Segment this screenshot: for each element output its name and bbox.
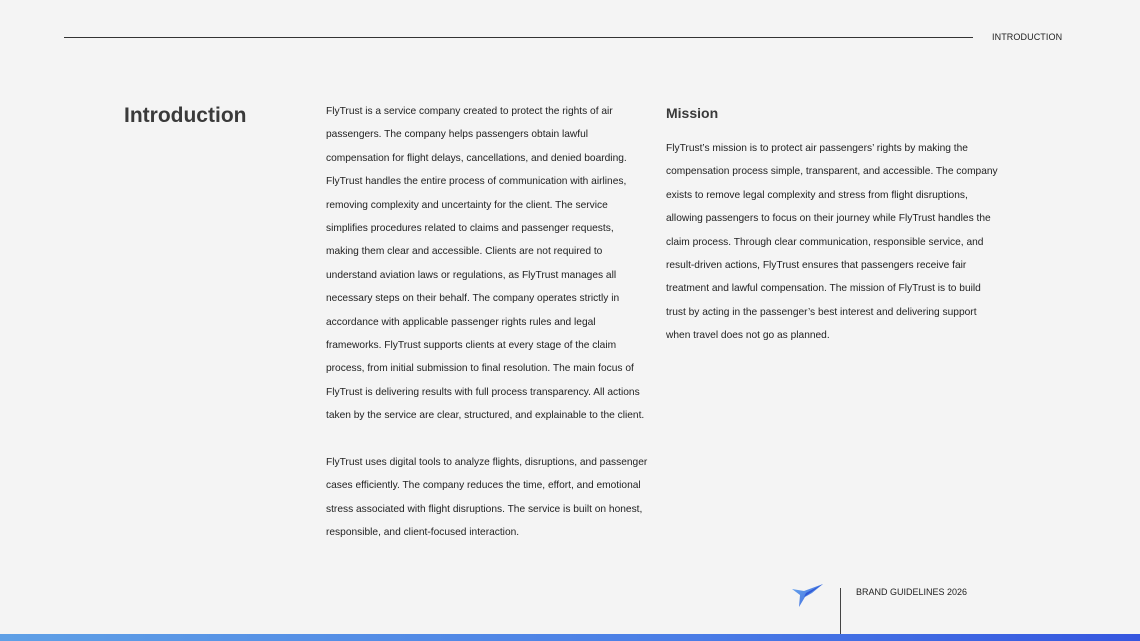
mission-paragraph: FlyTrust’s mission is to protect air passengers’ rights by making the compensation process simple, transparent, and accessible. The company exists to remove legal complexity and stress from flight disruptions, allowing passengers to focus on their journey while FlyTrust handles the claim process. Through clear communication, responsible service, and result-driven actions, FlyTrust ensures that passengers receive fair treatment and lawful compensation. The mission of FlyTrust is to build trust by acting in the passenger’s best interest and delivering support when travel does not go as planned. [666,143,998,342]
intro-paragraph: FlyTrust is a service company created to protect the rights of air passengers. The company helps passengers obtain lawful compensation for flight delays, cancellations, and denied boarding. FlyTrust handles the entire process of communication with airlines, removing complexity and uncertainty for the client. The service simplifies procedures related to claims and passenger requests, making them clear and accessible. Clients are not required to understand aviation laws or regulations, as FlyTrust manages all necessary steps on their behalf. The company operates strictly in accordance with applicable passenger rights rules and legal frameworks. FlyTrust supports clients at every stage of the claim process, from initial submission to final resolution. The main focus of FlyTrust is delivering results with full process transparency. All actions taken by the service are clear, structured, and explainable to the client. [326,106,645,422]
page-title: Introduction [124,104,247,127]
header-rule [64,37,973,38]
footer-label: BRAND GUIDELINES 2026 [856,587,968,597]
flytrust-bird-logo-icon [790,583,824,609]
intro-body [326,100,648,545]
mission-body [666,137,1001,348]
bottom-accent-bar [0,634,1140,641]
mission-title: Mission [666,105,719,121]
intro-paragraph: FlyTrust uses digital tools to analyze flights, disruptions, and passenger cases efficiently. The company reduces the time, effort, and emotional stress associated with flight disruptions. The service is built on honest, responsible, and client-focused interaction. [326,457,648,539]
footer-divider [840,588,841,634]
section-label: INTRODUCTION [992,32,1063,42]
